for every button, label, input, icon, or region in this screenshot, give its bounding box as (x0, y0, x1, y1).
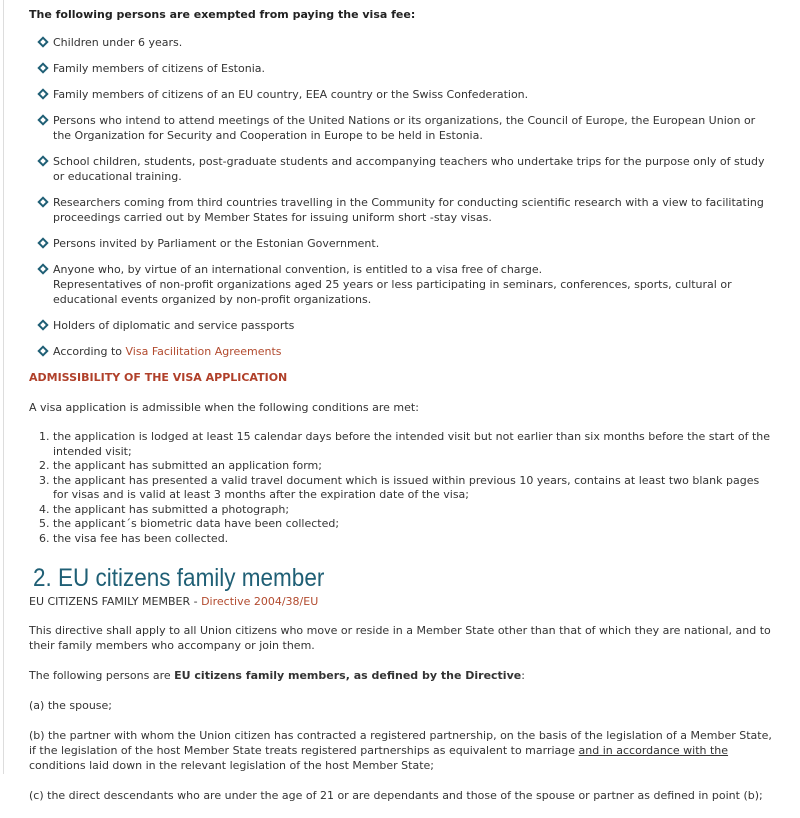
list-item: Family members of citizens of an EU country, EEA country or the Swiss Confederation. (38, 87, 774, 102)
diamond-bullet-icon (37, 36, 48, 47)
admissibility-heading: ADMISSIBILITY OF THE VISA APPLICATION (29, 371, 288, 384)
page-border (3, 0, 4, 774)
list-item: According to Visa Facilitation Agreements (38, 344, 774, 359)
item-c: (c) the direct descendants who are under the age of 21 or are dependants and those of the spouse or partner as defined in point (b); (29, 789, 763, 802)
list-item: Anyone who, by virtue of an international convention, is entitled to a visa free of charge. Representatives of non-profit organizations aged 25 years or less participating in seminars, conferences, sports, cultural or educational events organized by non-profit organizations. (38, 262, 774, 307)
section-heading: 2. EU citizens family member (33, 564, 325, 592)
diamond-bullet-icon (37, 237, 48, 248)
diamond-bullet-icon (37, 319, 48, 330)
list-item: Family members of citizens of Estonia. (38, 61, 774, 76)
section-subtitle: EU CITIZENS FAMILY MEMBER - Directive 2004/38/EU (29, 595, 319, 608)
diamond-bullet-icon (37, 263, 48, 274)
list-item: Children under 6 years. (38, 35, 774, 50)
condition-item: 1. the application is lodged at least 15 calendar days before the intended visit but not earlier than six months before the start of the intended visit; (53, 430, 774, 459)
admissibility-intro: A visa application is admissible when the following conditions are met: (29, 401, 419, 414)
directive-paragraph: This directive shall apply to all Union citizens who move or reside in a Member State other than that of which they are national, and to their family members who accompany or join them. (29, 624, 771, 652)
list-item: Persons who intend to attend meetings of the United Nations or its organizations, the Council of Europe, the European Union or the Organization for Security and Cooperation in Europe to be held in Estonia. (38, 113, 774, 143)
list-item: Researchers coming from third countries travelling in the Community for conducting scientific research with a view to facilitating proceedings carried out by Member States for issuing uniform short -stay visas. (38, 195, 774, 225)
item-b: (b) the partner with whom the Union citizen has contracted a registered partnership, on the basis of the legislation of a Member State, if the legislation of the host Member State treats registered partnerships as equivalent to marriage and in accordance with the conditions laid down in the relevant legislation of the host Member State; (29, 729, 772, 772)
condition-item: 4. the applicant has submitted a photograph; (53, 503, 774, 518)
item-a: (a) the spouse; (29, 699, 112, 712)
list-item: School children, students, post-graduate students and accompanying teachers who undertake trips for the purpose only of study or educational training. (38, 154, 774, 184)
diamond-bullet-icon (37, 88, 48, 99)
diamond-bullet-icon (37, 62, 48, 73)
directive-link[interactable]: Directive 2004/38/EU (201, 595, 319, 608)
list-item: Persons invited by Parliament or the Estonian Government. (38, 236, 774, 251)
list-item: Holders of diplomatic and service passports (38, 318, 774, 333)
main-content (29, 7, 774, 818)
condition-item: 6. the visa fee has been collected. (53, 532, 774, 547)
condition-item: 5. the applicant´s biometric data have been collected; (53, 517, 774, 532)
family-members-intro: The following persons are EU citizens family members, as defined by the Directive: (29, 669, 525, 682)
exempt-title: The following persons are exempted from paying the visa fee: (29, 8, 416, 21)
diamond-bullet-icon (37, 196, 48, 207)
visa-facilitation-link[interactable]: Visa Facilitation Agreements (125, 345, 282, 358)
condition-item: 3. the applicant has presented a valid travel document which is issued within previous 10 years, contains at least two blank pages for visas and is valid at least 3 months after the expiration date of the visa; (53, 474, 774, 503)
diamond-bullet-icon (37, 345, 48, 356)
conditions-list (29, 430, 774, 546)
diamond-bullet-icon (37, 155, 48, 166)
condition-item: 2. the applicant has submitted an application form; (53, 459, 774, 474)
diamond-bullet-icon (37, 114, 48, 125)
exempt-list (29, 35, 774, 359)
